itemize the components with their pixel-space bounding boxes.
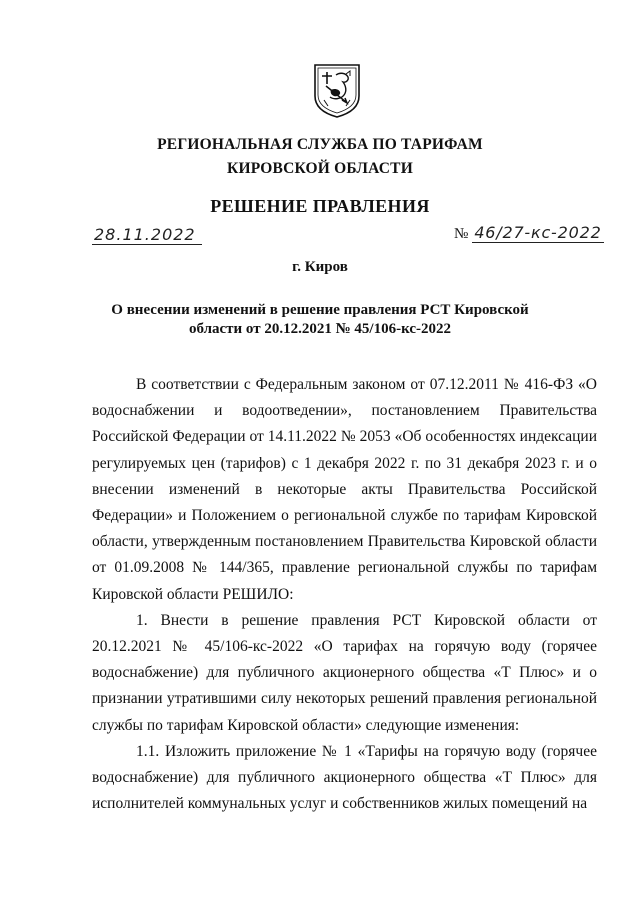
decision-number (454, 224, 604, 243)
body-paragraph-preamble: В соответствии с Федеральным законом от 07.12.2011 № 416-ФЗ «О водоснабжении и водоотведении», постановлением Правительства Российской Федерации от 14.11.2022 № 2053 «Об особенностях индексации регулируемых цен (тарифов) с 1 декабря 2022 г. по 31 декабря 2023 г. и о внесении изменений в некоторые акты Правительства Российской Федерации» и Положением о региональной службе по тарифам Кировской области, утвержденным постановлением Правительства Кировской области от 01.09.2008 № 144/365, правление региональной службы по тарифам Кировской области РЕШИЛО: (92, 376, 597, 603)
organization-name-line1: РЕГИОНАЛЬНАЯ СЛУЖБА ПО ТАРИФАМ (157, 136, 483, 153)
document-subject (0, 301, 640, 339)
subject-line1: О внесении изменений в решение правления РСТ Кировской (111, 302, 529, 318)
subject-line2: области от 20.12.2021 № 45/106-кс-2022 (188, 321, 452, 337)
decision-number-value: 46/27-кс-2022 (474, 223, 602, 242)
number-sign: № (454, 226, 469, 242)
body-paragraph-item1-1: 1.1. Изложить приложение № 1 «Тарифы на горячую воду (горячее водоснабжение) для публичного акционерного общества «Т Плюс» для исполнителей коммунальных услуг и собственников жилых помещений на (92, 742, 597, 813)
body-paragraph-item1: 1. Внести в решение правления РСТ Кировской области от 20.12.2021 № 45/106-кс-2022 «О тарифах на горячую воду (горячее водоснабжение) для публичного акционерного общества «Т Плюс» и о признании утратившими силу некоторых решений правления региональной службы по тарифам Кировской области» следующие изменения: (92, 611, 597, 734)
decision-date: 28.11.2022 (92, 226, 202, 245)
document-type-title: РЕШЕНИЕ ПРАВЛЕНИЯ (210, 196, 430, 216)
coat-of-arms-icon (312, 62, 362, 118)
city: г. Киров (292, 259, 348, 275)
document-body (92, 372, 597, 817)
organization-name-line2: КИРОВСКОЙ ОБЛАСТИ (227, 160, 413, 177)
